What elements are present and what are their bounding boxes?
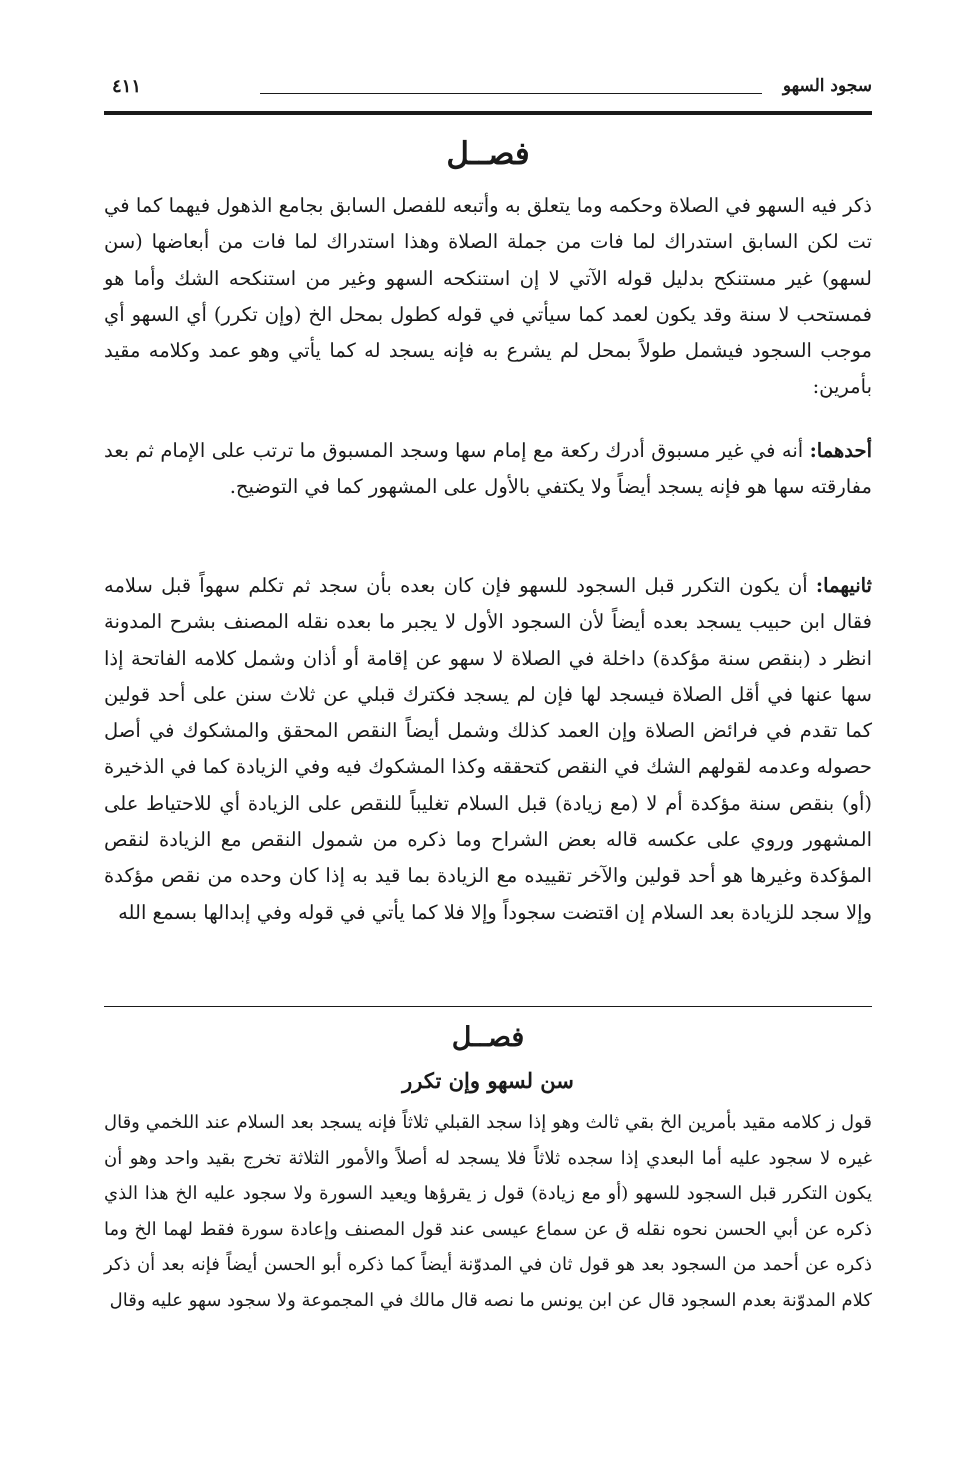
paragraph-lead: أحدهما: — [809, 439, 872, 462]
paragraph-body: أن يكون التكرر قبل السجود للسهو فإن كان بعده بأن سجد ثم تكلم سهواً قبل سلامه فقال ابن حبيب يسجد بعده أيضاً لأن السجود الأول لا يجبر ما بعده نقله المصنف بشرح المدونة انظر د (بنقص سنة مؤكدة) داخلة في الصلاة لا سهو عن إقامة أو أذان وشمل كلامه الفاتحة إذا سها عنها في أقل الصلاة فيسجد لها فإن لم يسجد فكترك قبلي عن ثلاث سنن على أحد قولين كما تقدم في فرائض الصلاة وإن العمد كذلك وشمل أيضاً النقص المحقق والمشكوك في أصل حصوله وعدمه لقولهم الشك في النقص كتحققه وكذا المشكوك فيه وفي الزيادة كما في الذخيرة (أو) بنقص سنة مؤكدة أم لا (مع زيادة) قبل السلام تغليباً للنقص على الزيادة أي للاحتياط على المشهور وروي على عكسه قاله بعض الشراح وما ذكره من شمول النقص مع الزيادة لنقص المؤكدة وغيرها هو أحد قولين والآخر تقييده مع الزيادة بما قيد به إذا كان وحده من نقص مؤكدة وإلا سجد للزيادة بعد السلام إن اقتضت سجوداً وإلا فلا كما يأتي في قوله وفي إبدالها بسمع الله — [104, 574, 872, 924]
section-heading: فصــل — [446, 136, 530, 172]
commentary-heading: فصــل — [451, 1022, 525, 1053]
paragraph-intro — [104, 188, 872, 406]
running-head — [104, 74, 872, 104]
paragraph-body: ذكر فيه السهو في الصلاة وحكمه وما يتعلق به وأتبعه للفصل السابق بجامع الذهول فيهما كما في تت لكن السابق استدراك لما فات من جملة الصلاة وهذا استدراك لما فات من أبعاضها (سن لسهو) غير مستنكح بدليل قوله الآتي لا إن استنكحه السهو وغير من استنكحه الشك وأما هو فمستحب لا سنة وقد يكون لعمد كما سيأتي في قوله كطول بمحل الخ (وإن تكرر) أي السهو أي موجب السجود فيشمل طولاً بمحل لم يشرع به فإنه يسجد له كما يأتي وهو عمد وكلامه مقيد بأمرين: — [104, 194, 872, 399]
page-number: ٤١١ — [112, 76, 142, 97]
paragraph-first-condition — [104, 433, 872, 506]
commentary-subheading: سن لسهو وإن تكرر — [402, 1068, 574, 1093]
header-rule — [104, 111, 872, 115]
footnote-divider — [104, 1006, 872, 1007]
running-head-dash — [260, 93, 762, 94]
paragraph-lead: ثانيهما: — [815, 574, 872, 597]
paragraph-second-condition — [104, 568, 872, 931]
running-head-title: سجود السهو — [782, 76, 872, 96]
paragraph-body: أنه في غير مسبوق أدرك ركعة مع إمام سها وسجد المسبوق ما ترتب على الإمام ثم بعد مفارقته سها هو فإنه يسجد أيضاً ولا يكتفي بالأول على المشهور كما في التوضيح. — [104, 439, 872, 499]
commentary-text: قول ز كلامه مقيد بأمرين الخ بقي ثالث وهو إذا سجد القبلي ثلاثاً فإنه يسجد بعد السلام عند اللخمي وقال غيره لا سجود عليه أما البعدي إذا سجده ثلاثاً فلا يسجد له أصلاً والأمور الثلاثة تخرج بقيد واحد وهو أن يكون التكرر قبل السجود للسهو (أو مع زيادة) قول ز يقرؤها ويعيد السورة ولا سجود عليه الخ هذا الذي ذكره عن أبي الحسن نحوه نقله ق عن سماع عيسى عند قول المصنف وإعادة سورة فقط لهما الخ وما ذكره عن أحمد من السجود بعد هو قول ثان في المدوّنة أيضاً كما ذكره أبو الحسن أيضاً فإنه بعد أن ذكر كلام المدوّنة بعدم السجود قال عن ابن يونس ما نصه قال مالك في المجموعة ولا سجود سهو عليه وقال — [104, 1112, 872, 1311]
